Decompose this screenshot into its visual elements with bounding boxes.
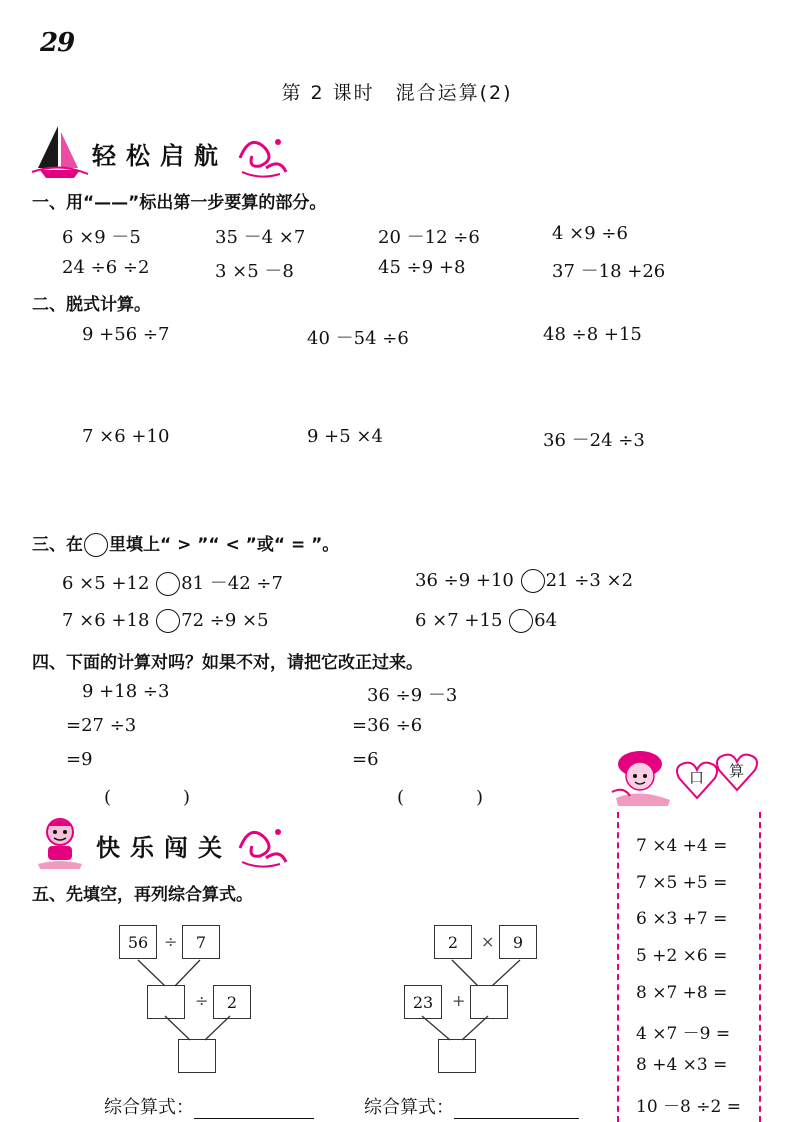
s2-expr: 7 ×6 +10: [82, 426, 170, 447]
compare-circle-input[interactable]: [156, 609, 180, 633]
compare-right: 81 －42 ÷7: [181, 573, 283, 594]
girl-character-icon: [610, 748, 682, 808]
page-number: 29: [40, 28, 75, 58]
mental-item: 7 ×4 +4 =: [636, 836, 728, 856]
section2-heading: 二、脱式计算。: [32, 295, 151, 315]
calc2-line: 36 ÷9 －3: [367, 685, 458, 706]
swirl-decoration-icon: [230, 128, 290, 178]
mental-item: 8 +4 ×3 =: [636, 1055, 728, 1075]
tree2-op2: +: [452, 991, 466, 1010]
tree2-result-box[interactable]: [438, 1039, 476, 1073]
compare-left: 36 ÷9 +10: [415, 570, 514, 591]
compare-circle-input[interactable]: [509, 609, 533, 633]
mental-item: 4 ×7 －9 =: [636, 1024, 731, 1044]
mental-item: 5 +2 ×6 =: [636, 946, 728, 966]
tree1-result-box[interactable]: [178, 1039, 216, 1073]
tree2-box-b: 9: [499, 925, 537, 959]
compare-right: 72 ÷9 ×5: [181, 610, 269, 631]
section4-heading: 四、下面的计算对吗？如果不对，请把它改正过来。: [32, 653, 423, 673]
section3-heading: [32, 530, 339, 557]
mental-arithmetic-panel: [617, 812, 761, 1122]
banner-easy-start: [30, 122, 290, 182]
s1-expr: 6 ×9 －5: [62, 227, 141, 248]
judge-paren[interactable]: ( ): [104, 787, 191, 808]
mental-item: 8 ×7 +8 =: [636, 983, 728, 1003]
judge-paren[interactable]: ( ): [397, 787, 484, 808]
compare-left: 7 ×6 +18: [62, 610, 150, 631]
s2-expr: 40 －54 ÷6: [307, 328, 409, 349]
child-character-icon: [32, 814, 88, 870]
calc2-line: =36 ÷6: [352, 715, 423, 736]
section1-heading: 一、用“——”标出第一步要算的部分。: [32, 193, 327, 213]
s1-expr: 35 －4 ×7: [215, 227, 306, 248]
s1-expr: 45 ÷9 +8: [378, 257, 466, 278]
calc2-line: =6: [352, 749, 379, 770]
compare-item: [62, 609, 269, 633]
s1-expr: 3 ×5 －8: [215, 261, 294, 282]
compare-circle-input[interactable]: [521, 569, 545, 593]
tree2-box-c: 23: [404, 985, 442, 1019]
tree1-box-b: 7: [182, 925, 220, 959]
tree1-box-a: 56: [119, 925, 157, 959]
s1-expr: 4 ×9 ÷6: [552, 223, 628, 244]
tree1-op2: ÷: [195, 991, 209, 1010]
section5-heading: 五、先填空，再列综合算式。: [32, 885, 253, 905]
circle-icon: [84, 533, 108, 557]
sailboat-icon: [30, 122, 90, 180]
mental-item: 10 －8 ÷2 =: [636, 1097, 741, 1117]
combined-formula-label: 综合算式：: [364, 1097, 454, 1118]
section3-heading-b: 里填上“ > ”“ < ”或“ = ”。: [109, 535, 340, 555]
s1-expr: 37 －18 +26: [552, 261, 666, 282]
tree1-blank-box[interactable]: [147, 985, 185, 1019]
heart-label-2: 算: [729, 762, 745, 780]
calc1-line: =9: [66, 749, 93, 770]
banner-happy-level: [30, 814, 290, 874]
calc1-line: 9 +18 ÷3: [82, 681, 170, 702]
compare-circle-input[interactable]: [156, 572, 180, 596]
tree1-box-c: 2: [213, 985, 251, 1019]
compare-item: [62, 569, 283, 596]
compare-right: 21 ÷3 ×2: [545, 570, 634, 591]
tree1-op1: ÷: [164, 932, 178, 951]
compare-left: 6 ×5 +12: [62, 573, 150, 594]
heart-label-1: 口: [689, 769, 705, 787]
section3-heading-a: 三、在: [32, 535, 83, 555]
s2-expr: 36 －24 ÷3: [543, 430, 645, 451]
swirl-decoration-icon: [230, 818, 290, 868]
compare-item: [415, 609, 557, 633]
combined-formula-2: [364, 1093, 579, 1119]
lesson-title: 第 2 课时 混合运算(2): [281, 82, 513, 104]
compare-left: 6 ×7 +15: [415, 610, 503, 631]
tree2-op1: ×: [481, 932, 495, 951]
banner-happy-level-text: 快乐闯关: [96, 834, 232, 862]
s2-expr: 48 ÷8 +15: [543, 324, 642, 345]
banner-easy-start-text: 轻松启航: [92, 142, 228, 170]
mental-item: 7 ×5 +5 =: [636, 873, 728, 893]
s2-expr: 9 +5 ×4: [307, 426, 383, 447]
combined-formula-blank[interactable]: [454, 1098, 579, 1119]
compare-right: 64: [534, 610, 558, 631]
combined-formula-1: [104, 1093, 314, 1119]
mental-item: 6 ×3 +7 =: [636, 909, 728, 929]
combined-formula-blank[interactable]: [194, 1098, 314, 1119]
s1-expr: 20 －12 ÷6: [378, 227, 480, 248]
combined-formula-label: 综合算式：: [104, 1097, 194, 1118]
calc1-line: =27 ÷3: [66, 715, 137, 736]
compare-item: [415, 569, 633, 593]
s2-expr: 9 +56 ÷7: [82, 324, 170, 345]
s1-expr: 24 ÷6 ÷2: [62, 257, 150, 278]
tree2-box-a: 2: [434, 925, 472, 959]
tree2-blank-box[interactable]: [470, 985, 508, 1019]
